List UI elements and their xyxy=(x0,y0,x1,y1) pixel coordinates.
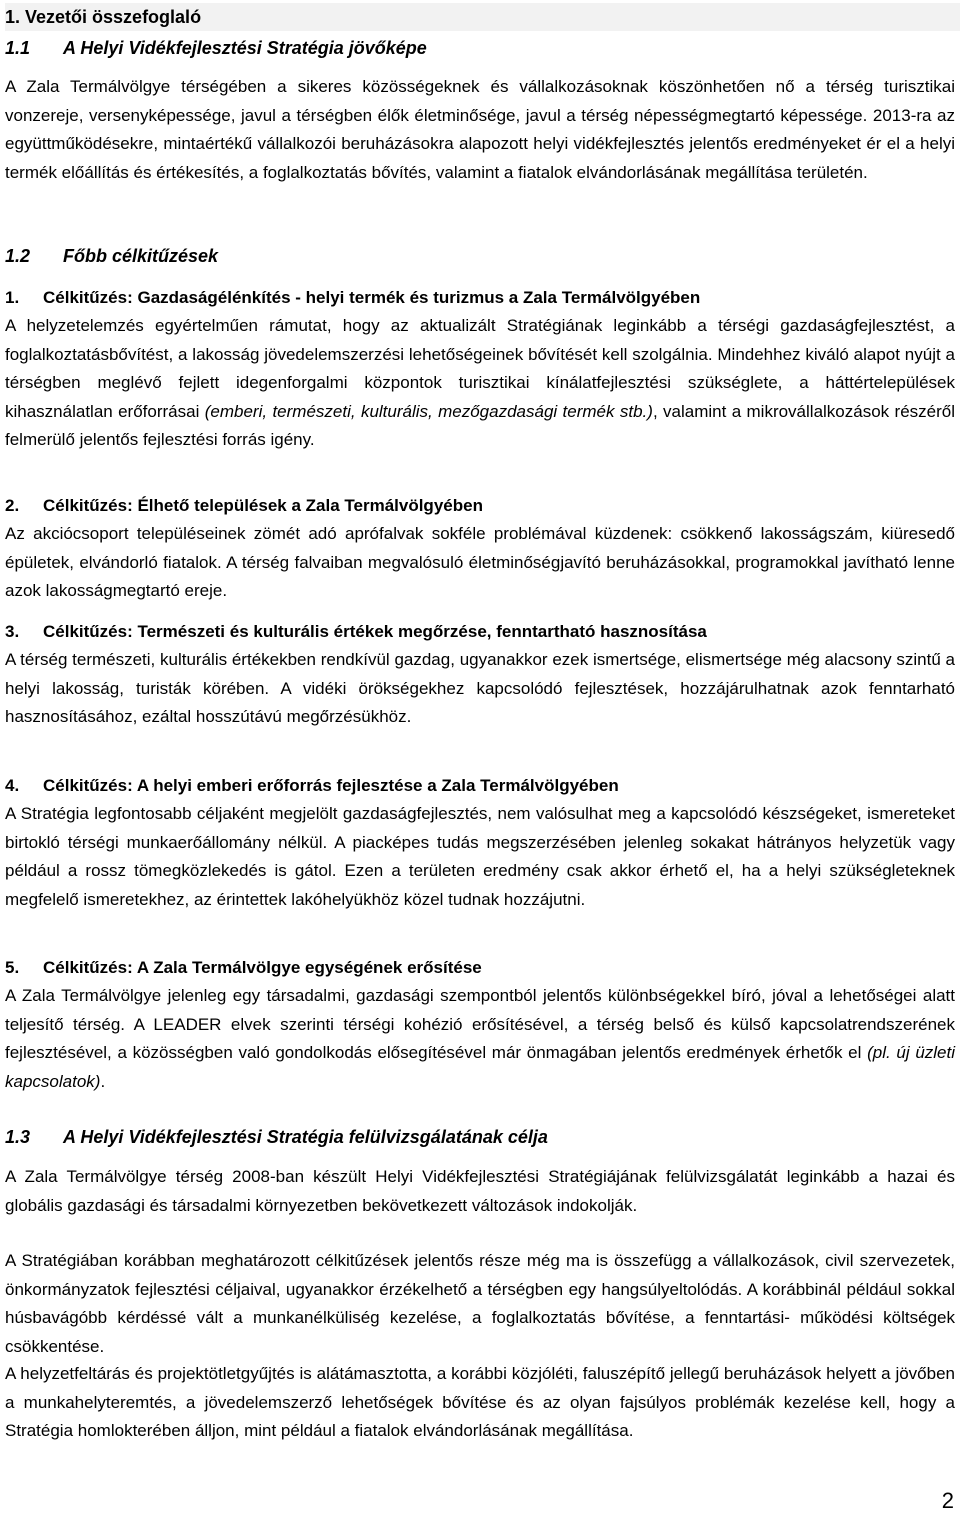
goal-title-text: Célkitűzés: Természeti és kulturális értékek megőrzése, fenntartható hasznosítása xyxy=(43,622,707,641)
goal-5-italic: (pl. új üzleti kapcsolatok) xyxy=(5,1043,955,1091)
goal-title-text: Célkitűzés: Gazdaságélénkítés - helyi termék és turizmus a Zala Termálvölgyében xyxy=(43,288,701,307)
goal-2-title xyxy=(5,492,483,521)
goal-3-text: A térség természeti, kulturális értékekben rendkívül gazdag, ugyanakkor ezek ismertsége, elismertsége még alacsony szintű a helyi lakosság, turisták körében. A vidéki örökségekhez kapcsolódó fejlesztések, hozzájárulhatnak azok fenntarható hasznosításához, ezáltal hosszútávú megőrzésükhöz. xyxy=(5,650,955,727)
section-title: A Helyi Vidékfejlesztési Stratégia felülvizsgálatának célja xyxy=(63,1127,548,1147)
goal-1-title xyxy=(5,284,700,313)
section-1-3-heading xyxy=(5,1123,548,1152)
section-number: 1.3 xyxy=(5,1127,31,1147)
goal-1-italic: (emberi, természeti, kulturális, mezőgazdasági termék stb.) xyxy=(204,401,653,421)
goal-5-title xyxy=(5,954,482,983)
chapter-heading-text: 1. Vezetői összefoglaló xyxy=(5,7,202,27)
section-1-3-paragraph-2: A Stratégiában korábban meghatározott célkitűzések jelentős része még ma is összefügg a vállalkozások, civil szervezetek, önkormányzatok fejlesztési céljaival, ugyanakkor érzékelhető a térségben egy hangsúlyeltolódás. A korábbinál például sokkal húsbavágóbb kérdéssé vált a munkanélküliség kezelése, a foglalkoztatás bővítése, a fenntartási- működési költségek csökkentése. xyxy=(5,1251,955,1356)
section-1-1-paragraph: A Zala Termálvölgye térségében a sikeres közösségeknek és vállalkozásoknak köszönhetően nő a térség turisztikai vonzereje, versenyképessége, javul a térségben élők életminősége, javul a térség népességmegtartó képessége. 2013-ra az együttműködésekre, mintaértékű vállalkozói beruházásokra alapozott helyi vidékfejlesztés jelentős eredményeket ér el a helyi termék előállítás és értékesítés, a foglalkoztatás bővítés, valamint a fiatalok elvándorlásának megállítása területén. xyxy=(5,77,955,182)
section-1-1-heading xyxy=(5,34,427,63)
goal-5-text-part: A Zala Termálvölgye jelenleg egy társadalmi, gazdasági szempontból jelentős különbségekkel bíró, jóval a lehetőségei alatt teljesítő térség. A LEADER elvek szerinti térségi kohézió erősítésével, a térség belső és külső kapcsolatrendszerének fejlesztésével, a közösségben való gondolkodás elősegítésével már önmagában jelentős eredmények érhetők el xyxy=(5,986,955,1063)
goal-4-text: A Stratégia legfontosabb céljaként megjelölt gazdaságfejlesztés, nem valósulhat meg a kapcsolódó készségeket, ismereteket birtokló térségi munkaerőállomány nélkül. A piacképes tudás megszerzésében jelenleg sokakat hátrányos helyzetük vagy például a rossz tömegközlekedés is gátol. Ezen a területen eredmény csak akkor érhető el, ha a helyi szükségleteknek megfelelő ismeretekhez, az érintettek lakóhelyükhöz közel tudnak hozzájutni. xyxy=(5,804,955,909)
goal-1-text xyxy=(5,312,955,455)
goal-title-text: Célkitűzés: A helyi emberi erőforrás fejlesztése a Zala Termálvölgyében xyxy=(43,776,619,795)
goal-number: 3. xyxy=(5,622,20,641)
section-number: 1.2 xyxy=(5,246,31,266)
goal-5-text-end: . xyxy=(100,1071,106,1091)
goal-5-text xyxy=(5,982,955,1096)
chapter-heading xyxy=(5,3,960,31)
goal-2-text: Az akciócsoport településeinek zömét adó aprófalvak sokféle problémával küzdenek: csökkenő lakosságszám, kiüresedő épületek, elvándorló fiatalok. A térség falvaiban megvalósuló életminőségjavító beruházásokkal, programokkal javítható lenne azok lakosságmegtartó ereje. xyxy=(5,524,955,601)
section-number: 1.1 xyxy=(5,38,31,58)
goal-number: 2. xyxy=(5,496,20,515)
goal-3-title xyxy=(5,618,707,647)
goal-1-text-end: , valamint a mikrovállalkozások részéről felmerülő jelentős fejlesztési forrás igény. xyxy=(5,401,955,450)
page-number: 2 xyxy=(941,1488,954,1513)
goal-number: 1. xyxy=(5,288,20,307)
section-title: Főbb célkitűzések xyxy=(63,246,219,266)
goal-4-title xyxy=(5,772,619,801)
goal-title-text: Célkitűzés: A Zala Termálvölgye egységének erősítése xyxy=(43,958,482,977)
goal-number: 4. xyxy=(5,776,20,795)
section-1-2-heading xyxy=(5,242,218,271)
goal-title-text: Célkitűzés: Élhető települések a Zala Termálvölgyében xyxy=(43,496,483,515)
section-1-3-paragraph-3: A helyzetfeltárás és projektötletgyűjtés is alátámasztotta, a korábbi közjóléti, faluszépítő jellegű beruházások helyett a jövőben a munkahelyteremtés, a jövedelemszerző lehetőségek bővítése és az olyan fajsúlyos problémák kezelése kell, hogy a Stratégia homlokterében álljon, mint például a fiatalok elvándorlásának megállítása. xyxy=(5,1364,955,1441)
goal-number: 5. xyxy=(5,958,20,977)
section-1-3-paragraph-1: A Zala Termálvölgye térség 2008-ban készült Helyi Vidékfejlesztési Stratégiájának felülvizsgálatát leginkább a hazai és globális gazdasági és társadalmi környezetben bekövetkezett változások indokolják. xyxy=(5,1167,955,1215)
goal-1-text-part: A helyzetelemzés egyértelműen rámutat, hogy az aktualizált Stratégiának leginkább a térségi gazdaságfejlesztést, a foglalkoztatásbővítést, a lakosság jövedelemszerzési lehetőségeinek bővítését kell szolgálnia. Mindehhez kiváló alapot nyújt a térségben meglévő fejlett idegenforgalmi központok turisztikai kínálatfejlesztési szükséglete, a háttértelepülések kihasználatlan erőforrásai xyxy=(5,316,955,421)
section-title: A Helyi Vidékfejlesztési Stratégia jövőképe xyxy=(63,38,427,58)
